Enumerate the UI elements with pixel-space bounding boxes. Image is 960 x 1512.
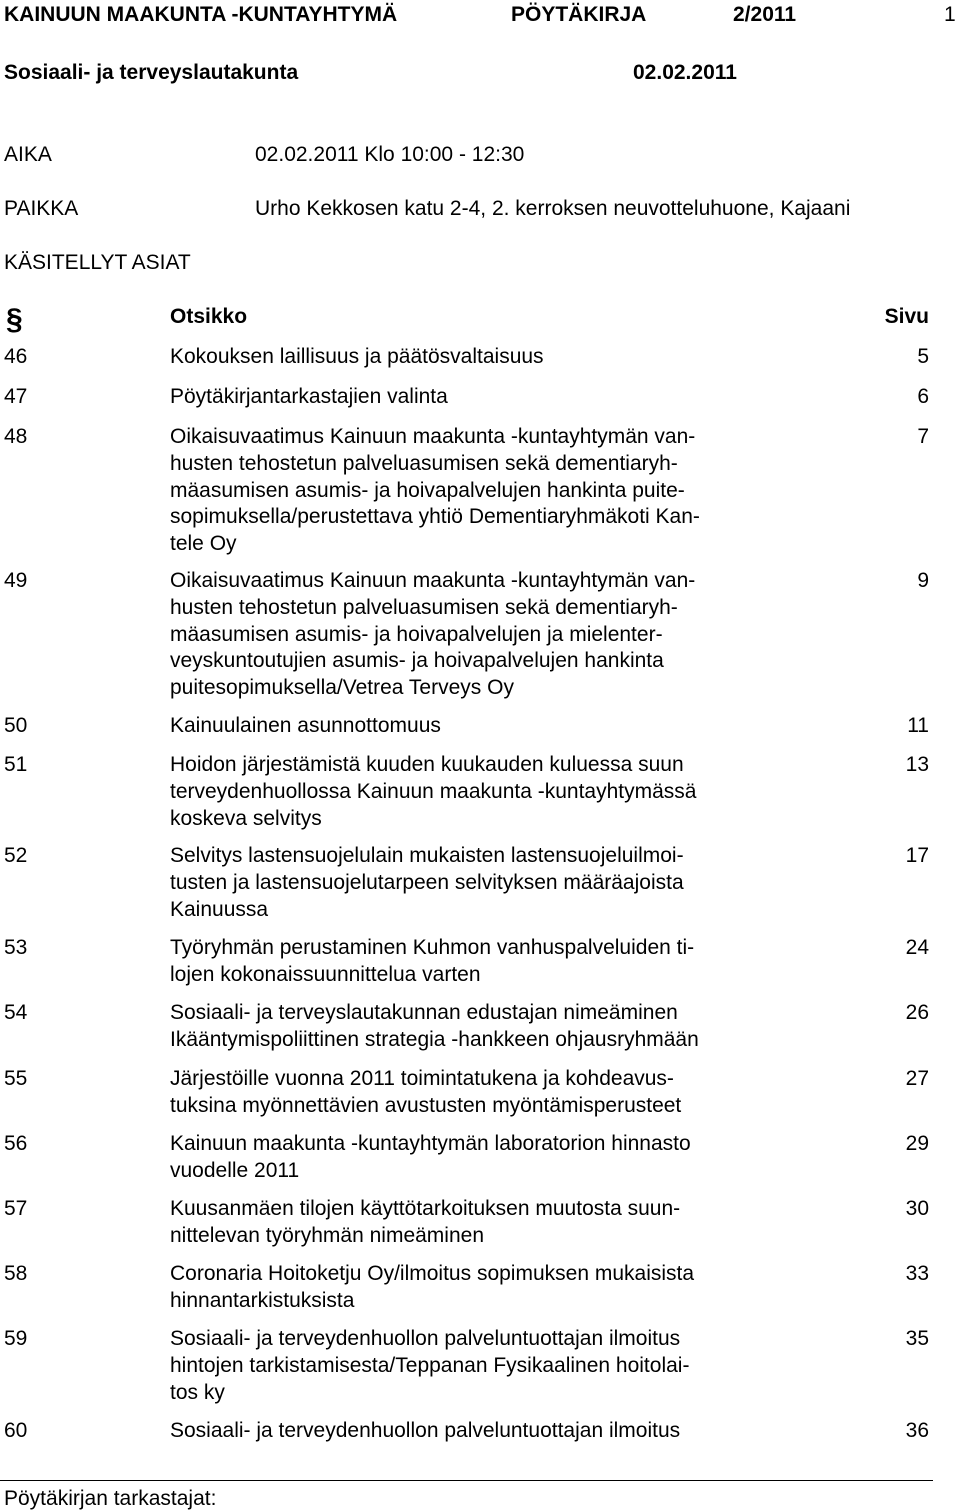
item-page: 11 <box>907 714 929 737</box>
place-label: PAIKKA <box>4 197 79 220</box>
item-page: 17 <box>905 844 929 867</box>
document-type: PÖYTÄKIRJA <box>511 3 647 26</box>
item-title: Selvitys lastensuojelulain mukaisten lastensuojeluilmoi- tusten ja lastensuojelutarpeen selvityksen määräajoista Kainuussa <box>170 844 684 921</box>
meeting-date: 02.02.2011 <box>633 61 737 84</box>
item-page: 30 <box>905 1197 929 1220</box>
item-title: Sosiaali- ja terveyslautakunnan edustajan nimeäminen Ikääntymispoliittinen strategia -hankkeen ohjausryhmään <box>170 1001 699 1051</box>
item-number: 51 <box>4 753 28 776</box>
organization-name: KAINUUN MAAKUNTA -KUNTAYHTYMÄ <box>4 3 398 26</box>
item-number: 46 <box>4 345 28 368</box>
footer-divider <box>0 1480 933 1481</box>
item-page: 27 <box>905 1067 929 1090</box>
item-page: 29 <box>905 1132 929 1155</box>
item-page: 6 <box>917 385 929 408</box>
item-title: Oikaisuvaatimus Kainuun maakunta -kuntayhtymän van- husten tehostetun palveluasumisen sekä dementiaryh- mäasumisen asumis- ja hoivapalvelujen ja mielenter- veyskuntoutujien asumis- ja hoivapalvelujen hankinta puitesopimuksella/Vetrea Terveys Oy <box>170 569 696 700</box>
item-page: 26 <box>905 1001 929 1024</box>
item-number: 58 <box>4 1262 28 1285</box>
item-number: 59 <box>4 1327 28 1350</box>
item-title: Sosiaali- ja terveydenhuollon palveluntuottajan ilmoitus hintojen tarkistamisesta/Teppanan Fysikaalinen hoitolai- tos ky <box>170 1327 690 1404</box>
section-symbol: § <box>6 303 23 336</box>
item-title: Työryhmän perustaminen Kuhmon vanhuspalveluiden ti- lojen kokonaissuunnittelua varten <box>170 936 695 986</box>
item-title: Kainuulainen asunnottomuus <box>170 714 441 737</box>
item-number: 55 <box>4 1067 28 1090</box>
item-title: Hoidon järjestämistä kuuden kuukauden kuluessa suun terveydenhuollossa Kainuun maakunta -kuntayhtymässä koskeva selvitys <box>170 753 697 830</box>
item-title: Kainuun maakunta -kuntayhtymän laboratorion hinnasto vuodelle 2011 <box>170 1132 691 1182</box>
board-name: Sosiaali- ja terveyslautakunta <box>4 61 299 84</box>
item-title: Järjestöille vuonna 2011 toimintatukena ja kohdeavus- tuksina myönnettävien avustusten myöntämisperusteet <box>170 1067 682 1117</box>
item-title: Pöytäkirjantarkastajien valinta <box>170 385 448 408</box>
item-page: 5 <box>917 345 929 368</box>
item-number: 49 <box>4 569 28 592</box>
place-value: Urho Kekkosen katu 2-4, 2. kerroksen neuvotteluhuone, Kajaani <box>255 197 851 220</box>
item-number: 50 <box>4 714 28 737</box>
item-page: 33 <box>905 1262 929 1285</box>
title-column-header: Otsikko <box>170 305 248 328</box>
item-number: 57 <box>4 1197 28 1220</box>
item-number: 52 <box>4 844 28 867</box>
handled-items-label: KÄSITELLYT ASIAT <box>4 251 191 274</box>
page-number: 1 <box>944 3 956 26</box>
item-number: 56 <box>4 1132 28 1155</box>
item-page: 24 <box>905 936 929 959</box>
item-title: Coronaria Hoitoketju Oy/ilmoitus sopimuksen mukaisista hinnantarkistuksista <box>170 1262 695 1312</box>
item-number: 60 <box>4 1419 28 1442</box>
document-number: 2/2011 <box>733 3 797 26</box>
item-page: 9 <box>917 569 929 592</box>
item-number: 48 <box>4 425 28 448</box>
item-title: Oikaisuvaatimus Kainuun maakunta -kuntayhtymän van- husten tehostetun palveluasumisen sekä dementiaryh- mäasumisen asumis- ja hoivapalvelujen hankinta puite- sopimuksella/perustettava yhtiö Dementiaryhmäkoti Kan- tele Oy <box>170 425 700 556</box>
time-label: AIKA <box>4 143 52 166</box>
item-page: 13 <box>905 753 929 776</box>
item-number: 54 <box>4 1001 28 1024</box>
time-value: 02.02.2011 Klo 10:00 - 12:30 <box>255 143 525 166</box>
page-column-header: Sivu <box>884 305 929 328</box>
item-page: 7 <box>917 425 929 448</box>
item-page: 36 <box>905 1419 929 1442</box>
item-number: 47 <box>4 385 28 408</box>
reviewers-label: Pöytäkirjan tarkastajat: <box>4 1487 217 1510</box>
item-title: Sosiaali- ja terveydenhuollon palveluntuottajan ilmoitus <box>170 1419 681 1442</box>
item-page: 35 <box>905 1327 929 1350</box>
item-title: Kokouksen laillisuus ja päätösvaltaisuus <box>170 345 544 368</box>
item-number: 53 <box>4 936 28 959</box>
item-title: Kuusanmäen tilojen käyttötarkoituksen muutosta suun- nittelevan työryhmän nimeäminen <box>170 1197 681 1247</box>
